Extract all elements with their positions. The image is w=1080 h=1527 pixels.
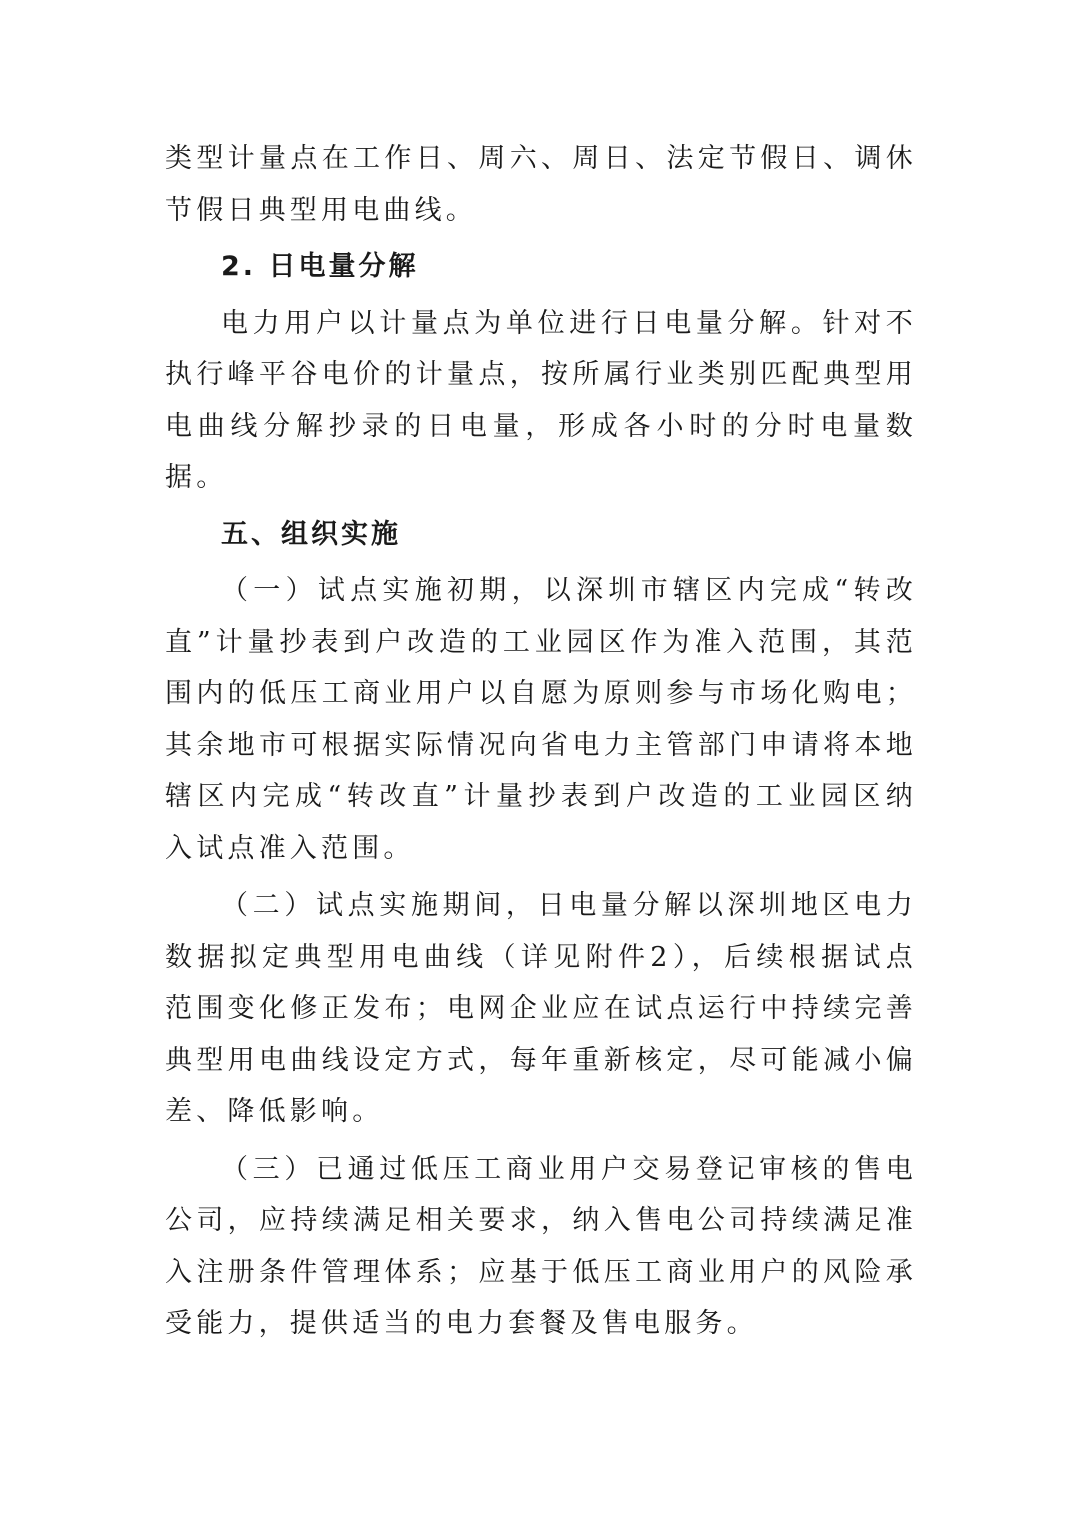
paragraph-continuation: 类型计量点在工作日、周六、周日、法定节假日、调休节假日典型用电曲线。 [165, 143, 917, 226]
heading-organization-implementation: 五、组织实施 [221, 518, 401, 550]
document-body [165, 133, 917, 1350]
paragraph-daily-decomposition: 电力用户以计量点为单位进行日电量分解。针对不执行峰平谷电价的计量点，按所属行业类别匹配典型用电曲线分解抄录的日电量，形成各小时的分时电量数据。 [165, 307, 917, 493]
paragraph-item-3: （三）已通过低压工商业用户交易登记审核的售电公司，应持续满足相关要求，纳入售电公司持续满足准入注册条件管理体系；应基于低压工商业用户的风险承受能力，提供适当的电力套餐及售电服务。 [165, 1153, 917, 1339]
heading-daily-decomposition: 2. 日电量分解 [221, 251, 419, 282]
paragraph-item-2: （二）试点实施期间，日电量分解以深圳地区电力数据拟定典型用电曲线（详见附件2），后续根据试点范围变化修正发布；电网企业应在试点运行中持续完善典型用电曲线设定方式，每年重新核定，尽可能减小偏差、降低影响。 [165, 890, 917, 1127]
paragraph-item-1: （一）试点实施初期，以深圳市辖区内完成“转改直”计量抄表到户改造的工业园区作为准入范围，其范围内的低压工商业用户以自愿为原则参与市场化购电；其余地市可根据实际情况向省电力主管部门申请将本地辖区内完成“转改直”计量抄表到户改造的工业园区纳入试点准入范围。 [165, 575, 917, 864]
